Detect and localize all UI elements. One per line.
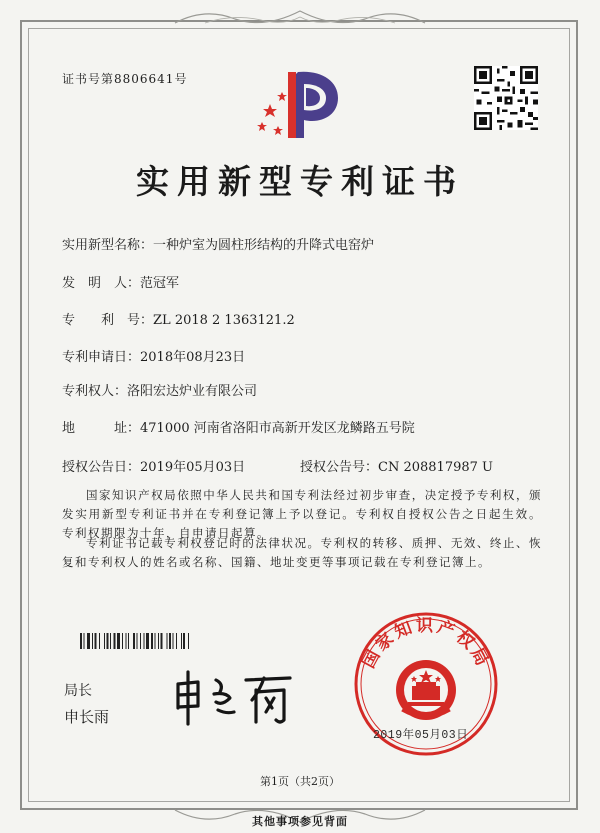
barcode-bar bbox=[166, 633, 167, 649]
cnipa-logo-icon bbox=[248, 64, 352, 144]
utility-model-name-value: 一种炉室为圆柱形结构的升降式电窑炉 bbox=[153, 238, 375, 253]
patentee-label: 专利权人： bbox=[62, 384, 128, 399]
seal-text: 国家知识产权局 bbox=[358, 616, 494, 672]
barcode-bar bbox=[114, 633, 116, 649]
page-number: 第1页（共2页） bbox=[260, 775, 340, 788]
handwritten-signature bbox=[160, 662, 310, 732]
barcode-bar bbox=[106, 633, 108, 649]
barcode-bar bbox=[188, 633, 189, 649]
filing-date-value: 2018年08月23日 bbox=[140, 350, 246, 365]
inventor-row bbox=[62, 272, 179, 291]
barcode-bar bbox=[169, 633, 171, 649]
barcode-bar bbox=[94, 633, 96, 649]
barcode-bar bbox=[158, 633, 159, 649]
barcode-bar bbox=[87, 633, 90, 649]
seal-date: 2019年05月03日 bbox=[373, 729, 469, 742]
barcode-icon bbox=[80, 633, 270, 649]
patent-number-row bbox=[62, 309, 295, 328]
barcode-bar bbox=[136, 633, 137, 649]
patent-number-label: 专 利 号： bbox=[62, 313, 154, 328]
certificate-title: 实用新型专利证书 bbox=[136, 162, 464, 201]
director-title: 局长 bbox=[64, 683, 92, 699]
statement-paragraph-2: 专利证书记载专利权登记时的法律状况。专利权的转移、质押、无效、终止、恢复和专利权人的姓名或名称、国籍、地址变更等事项记载在专利登记簿上。 bbox=[62, 536, 542, 569]
grant-number-label: 授权公告号： bbox=[300, 460, 379, 475]
filing-date-label: 专利申请日： bbox=[62, 350, 141, 365]
grant-number-value: CN 208817987 U bbox=[378, 460, 493, 475]
barcode-bar bbox=[133, 633, 135, 649]
grant-date-row bbox=[62, 456, 245, 475]
grant-number-row bbox=[300, 456, 493, 475]
barcode-bar bbox=[144, 633, 145, 649]
inventor-value: 范冠军 bbox=[140, 276, 180, 291]
address-value: 471000 河南省洛阳市高新开发区龙鳞路五号院 bbox=[140, 421, 415, 436]
qr-code-icon bbox=[474, 66, 538, 130]
barcode-bar bbox=[128, 633, 129, 649]
footer-note: 其他事项参见背面 bbox=[252, 815, 348, 828]
barcode-bar bbox=[160, 633, 162, 649]
barcode-bar bbox=[110, 633, 111, 649]
barcode-bar bbox=[122, 633, 123, 649]
patentee-row bbox=[62, 380, 257, 399]
inventor-label: 发 明 人： bbox=[62, 276, 141, 291]
barcode-bar bbox=[181, 633, 182, 649]
certificate-number: 证书号第8806641号 bbox=[62, 72, 188, 86]
barcode-bar bbox=[84, 633, 85, 649]
barcode-bar bbox=[183, 633, 185, 649]
barcode-bar bbox=[117, 633, 120, 649]
utility-model-name-label: 实用新型名称： bbox=[62, 238, 154, 253]
director-name: 申长雨 bbox=[64, 708, 110, 726]
patentee-value: 洛阳宏达炉业有限公司 bbox=[127, 384, 258, 399]
filing-date-row bbox=[62, 346, 245, 365]
barcode-bar bbox=[151, 633, 153, 649]
barcode-bar bbox=[176, 633, 177, 649]
grant-date-value: 2019年05月03日 bbox=[140, 460, 246, 475]
utility-model-name-row bbox=[62, 234, 374, 253]
address-label: 地 址： bbox=[62, 421, 141, 436]
barcode-bar bbox=[92, 633, 93, 649]
top-ornament bbox=[165, 5, 435, 27]
barcode-bar bbox=[99, 633, 100, 649]
patent-number-value: ZL 2018 2 1363121.2 bbox=[153, 313, 295, 328]
barcode-bar bbox=[146, 633, 149, 649]
barcode-bar bbox=[126, 633, 127, 649]
statement-paragraph-1: 国家知识产权局依照中华人民共和国专利法经过初步审查，决定授予专利权，颁发实用新型专利证书并在专利登记簿上予以登记。专利权自授权公告之日起生效。专利权期限为十年，自申请日起算。 bbox=[62, 488, 542, 540]
address-row bbox=[62, 417, 415, 436]
grant-date-label: 授权公告日： bbox=[62, 460, 141, 475]
barcode-bar bbox=[172, 633, 173, 649]
barcode-bar bbox=[140, 633, 141, 649]
barcode-bar bbox=[80, 633, 82, 649]
barcode-bar bbox=[154, 633, 155, 649]
barcode-bar bbox=[104, 633, 105, 649]
